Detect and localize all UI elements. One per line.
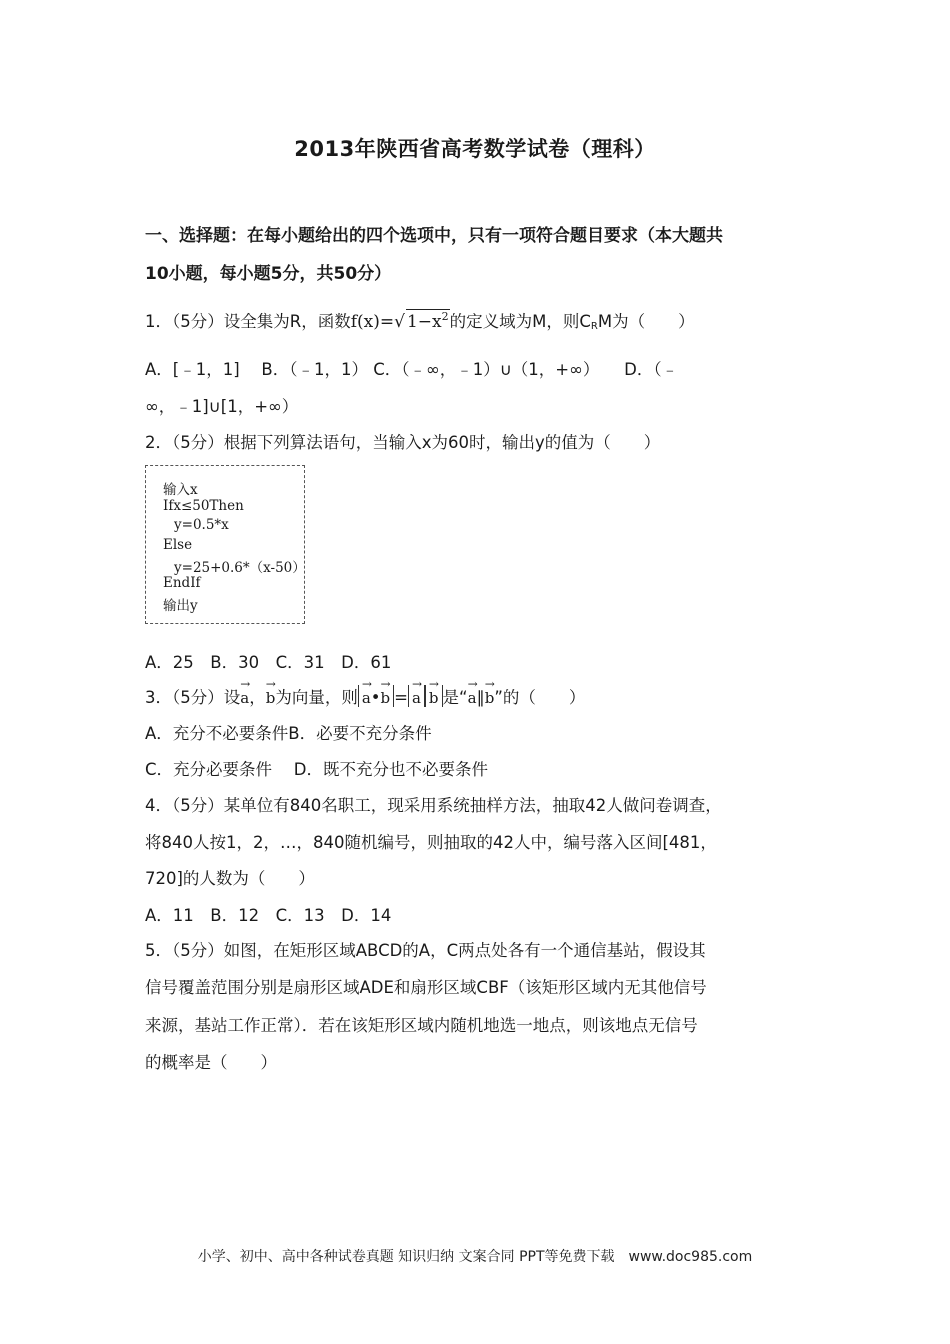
question-5-line1: 5．（5分）如图，在矩形区域ABCD的A，C两点处各有一个通信基站，假设其 [145,941,706,960]
function-expression: f(x)=√ $1-x^2$ [350,310,449,332]
section-heading [145,217,815,293]
question-3-options-line2: C．充分必要条件 D．既不充分也不必要条件 [145,760,488,779]
question-1-options-line1: A．[﹣1，1] B．（﹣1，1） C．（﹣∞，﹣1）∪（1，+∞） D．（﹣ [145,360,679,379]
complement-symbol: $C_R$ [579,312,598,332]
question-2-options: A．25 B．30 C．31 D．61 [145,653,392,672]
code-line: 输入x [163,482,198,498]
question-5-line4: 的概率是（ ） [145,1053,277,1072]
code-line: EndIf [163,575,201,591]
question-1-stem: 1．（5分）设全集为R，函数f(x)=√ $1-x^2$的定义域为M，则$C_RM$为（ ） [145,310,695,332]
question-2-stem: 2．（5分）根据下列算法语句，当输入x为60时，输出y的值为（ ） [145,433,661,452]
abs-vector-b: → b [425,685,443,707]
code-line: Else [163,537,193,553]
vector-a: → a [240,685,249,707]
page-title: 2013年陕西省高考数学试卷（理科） [294,137,656,161]
question-4-line3: 720]的人数为（ ） [145,869,315,888]
code-line: Ifx≤50Then [163,498,244,514]
question-4-line1: 4．（5分）某单位有840名职工，现采用系统抽样方法，抽取42人做问卷调查， [145,796,722,815]
section-heading-line2: 10小题，每小题5分，共50分） [145,264,392,284]
sqrt-symbol: √ [394,312,405,332]
question-5-line3: 来源，基站工作正常）．若在该矩形区域内随机地选一地点，则该地点无信号 [145,1016,698,1035]
question-4-options: A．11 B．12 C．13 D．14 [145,906,392,925]
page-footer: 小学、初中、高中各种试卷真题 知识归纳 文案合同 PPT等免费下载 www.doc985.com [197,1249,753,1265]
question-4-line2: 将840人按1，2，…，840随机编号，则抽取的42人中，编号落入区间[481， [145,833,717,852]
question-1-options-line2: ∞，﹣1]∪[1，+∞） [145,397,299,416]
vector-b: → b [266,685,276,707]
question-5-line2: 信号覆盖范围分别是扇形区域ADE和扇形区域CBF（该矩形区域内无其他信号 [145,978,707,997]
section-heading-line1: 一、选择题：在每小题给出的四个选项中，只有一项符合题目要求（本大题共 [145,226,723,246]
abs-dot-product: → a•→ b [358,685,394,707]
code-line: 输出y [163,598,198,614]
question-3-options-line1: A．充分不必要条件B．必要不充分条件 [145,724,432,743]
abs-vector-a: → a [408,685,425,707]
code-line: y=25+0.6*（x-50） [174,560,306,576]
radicand: $1-x^2$ [406,310,449,332]
question-3-stem: 3．（5分）设→ a，→ b为向量，则→ a•→ b =→ a→ b 是“→ a∥→ b”的（ ） [145,684,585,708]
code-line: y=0.5*x [174,517,229,533]
